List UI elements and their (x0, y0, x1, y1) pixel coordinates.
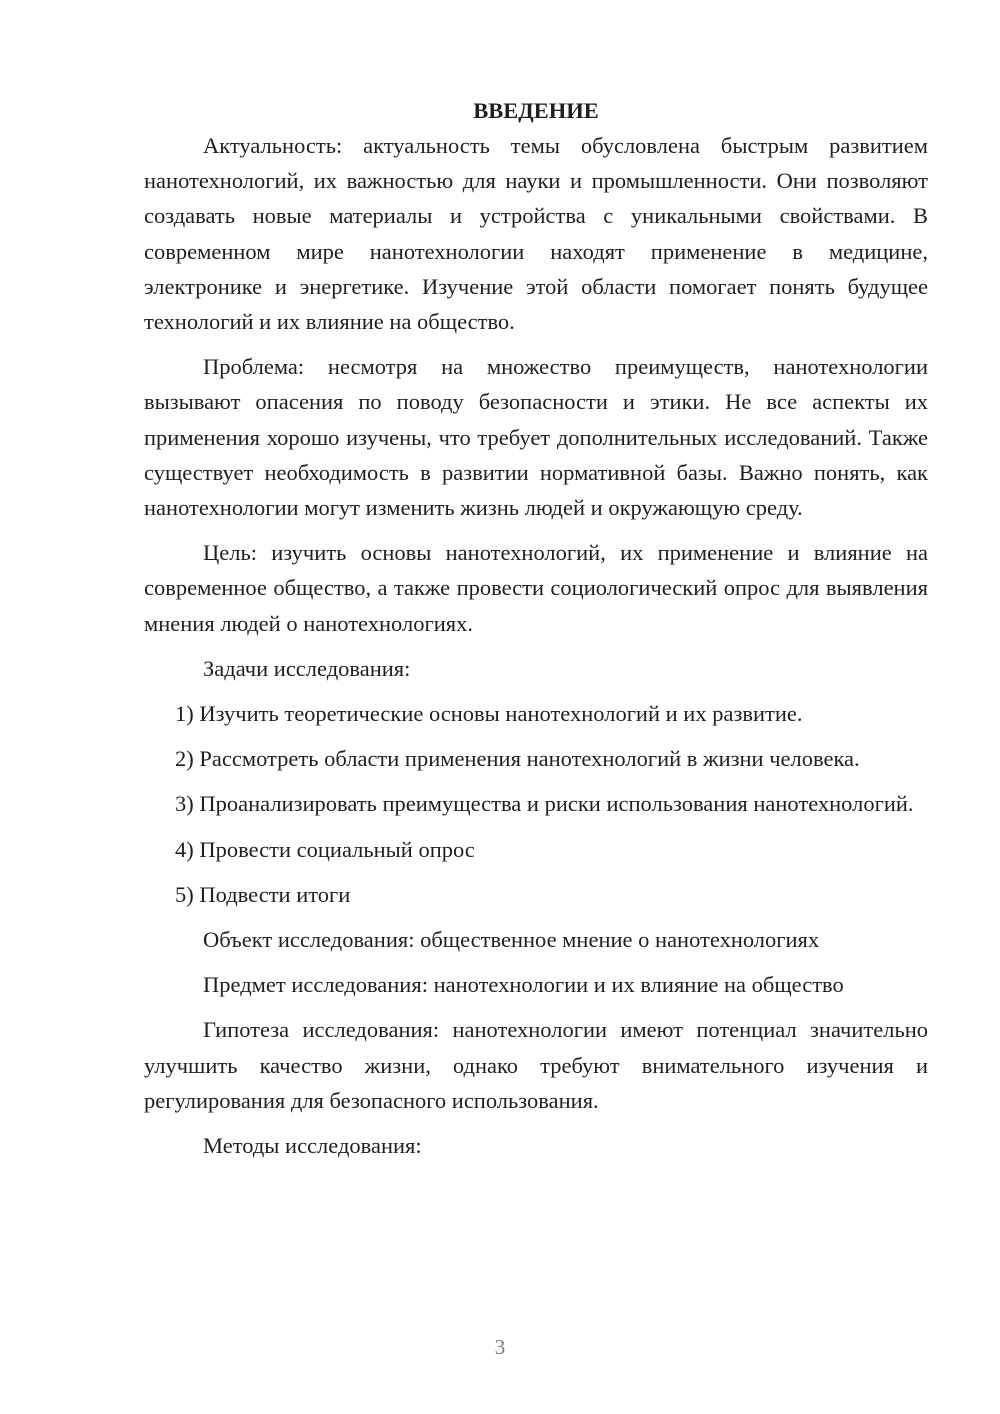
task-item-4: 4) Провести социальный опрос (175, 836, 475, 862)
task-item-2: 2) Рассмотреть области применения нанотехнологий в жизни человека. (175, 746, 860, 772)
research-object: Объект исследования: общественное мнение о нанотехнологиях (203, 927, 820, 953)
methods-title: Методы исследования: (203, 1133, 422, 1159)
task-item-3: 3) Проанализировать преимущества и риски использования нанотехнологий. (175, 791, 914, 817)
page-number: 3 (494, 1335, 506, 1359)
page-content (144, 96, 928, 1173)
task-item-1: 1) Изучить теоретические основы нанотехнологий и их развитие. (175, 701, 803, 727)
goal-paragraph: Цель: изучить основы нанотехнологий, их применение и влияние на современное общество, а также провести социологический опрос для выявления мнения людей о нанотехнологиях. (144, 540, 928, 636)
task-item-5: 5) Подвести итоги (175, 881, 351, 907)
tasks-title: Задачи исследования: (203, 655, 411, 681)
research-subject: Предмет исследования: нанотехнологии и их влияние на общество (203, 972, 844, 998)
problem-paragraph: Проблема: несмотря на множество преимуществ, нанотехнологии вызывают опасения по поводу безопасности и этики. Не все аспекты их применения хорошо изучены, что требует дополнительных исследований. Также существует необходимость в развитии нормативной базы. Важно понять, как нанотехнологии могут изменить жизнь людей и окружающую среду. (144, 354, 928, 521)
section-heading: ВВЕДЕНИЕ (473, 98, 599, 123)
hypothesis-paragraph: Гипотеза исследования: нанотехнологии имеют потенциал значительно улучшить качество жизни, однако требуют внимательного изучения и регулирования для безопасного использования. (144, 1017, 928, 1113)
relevance-paragraph: Актуальность: актуальность темы обусловлена быстрым развитием нанотехнологий, их важностью для науки и промышленности. Они позволяют создавать новые материалы и устройства с уникальными свойствами. В современном мире нанотехнологии находят применение в медицине, электронике и энергетике. Изучение этой области помогает понять будущее технологий и их влияние на общество. (144, 133, 928, 335)
